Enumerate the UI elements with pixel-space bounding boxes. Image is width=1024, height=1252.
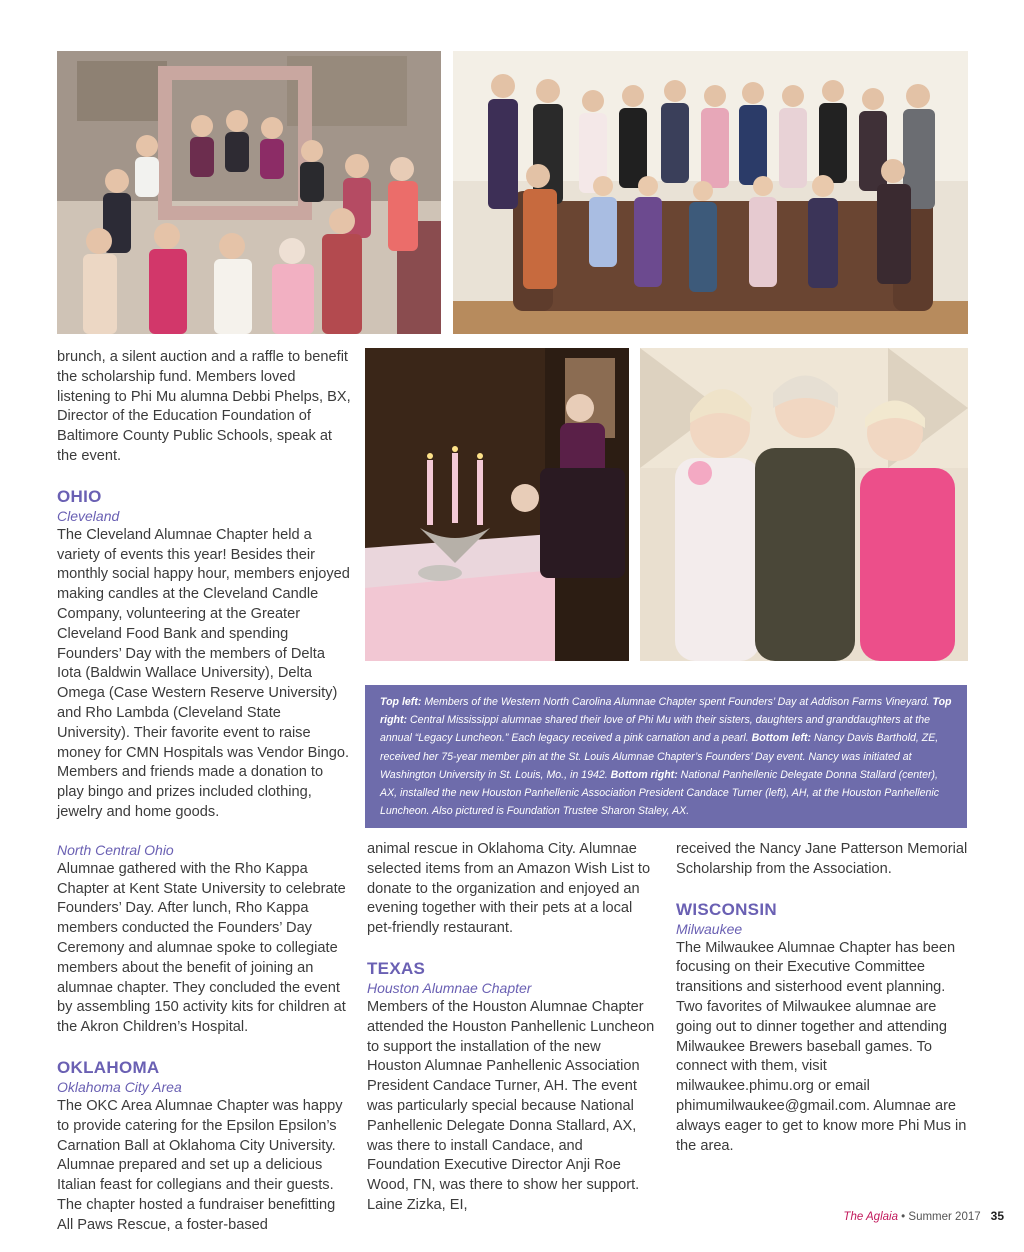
caption-text-bottom-right: National Panhellenic Delegate Donna Stallard (center), AX, installed the new Houston Panhellenic Association President Candace Turner (left), AH, at the Houston Panhellenic Luncheon. Also pictured is Foundation Trustee Sharon Staley, AX. xyxy=(380,768,940,818)
texas-paragraph: Members of the Houston Alumnae Chapter attended the Houston Panhellenic Luncheon to support the installation of the new Houston Alumnae Panhellenic Association President Candace Turner, AH. The event was particularly special because National Panhellenic Delegate Donna Stallard, AX, was there to install Candace, and Foundation Executive Director Anji Roe Wood, ΓN, was there to show her support. Laine Zizka, EI, xyxy=(367,998,655,1213)
caption-label-top-right: Top right: xyxy=(380,696,952,727)
oklahoma-continued-paragraph: animal rescue in Oklahoma City. Alumnae selected items from an Amazon Wish List to donate to the organization and enjoyed an evening together with their pets at a local pet-friendly restaurant. xyxy=(367,841,651,937)
caption-label-bottom-right: Bottom right: xyxy=(610,768,678,781)
text-column-right xyxy=(676,840,968,1156)
photo-nancy-barthold xyxy=(365,348,629,661)
subheading-milwaukee: Milwaukee xyxy=(676,920,743,937)
wisconsin-paragraph: The Milwaukee Alumnae Chapter has been focusing on their Executive Committee transitions and sisterhood event planning. Two favorites of Milwaukee alumnae are going out to dinner together and attending Milwaukee Brewers baseball games. To connect with them, visit milwaukee.phimu.org or email phimumilwaukee@gmail.com. Alumnae are always eager to get to know more Phi Mus in the area. xyxy=(676,939,967,1154)
subheading-oklahoma-city-area: Oklahoma City Area xyxy=(57,1078,182,1095)
subheading-cleveland: Cleveland xyxy=(57,507,120,524)
north-central-ohio-paragraph: Alumnae gathered with the Rho Kappa Chapter at Kent State University to celebrate Founders’ Day. After lunch, Rho Kappa members conducted the Founders’ Day Ceremony and alumnae spoke to collegiate members about the benefit of joining an alumnae chapter. They concluded the event by assembling 150 activity kits for children at the Akron Children’s Hospital. xyxy=(57,860,346,1036)
text-column-left xyxy=(57,348,353,1235)
caption-label-top-left: Top left: xyxy=(380,696,422,708)
section-heading-ohio: OHIO xyxy=(57,486,102,506)
magazine-name: The Aglaia xyxy=(843,1211,898,1223)
page-number: 35 xyxy=(990,1209,1004,1223)
section-heading-wisconsin: WISCONSIN xyxy=(676,899,777,919)
photo-group-central-mississippi xyxy=(453,51,968,334)
caption-text-bottom-left: Nancy Davis Barthold, ZE, received her 75-year member pin at the St. Louis Alumnae Chapter’s Founders’ Day event. Nancy was initiated at Washington University in St. Louis, Mo., in 1942. xyxy=(380,732,939,781)
intro-paragraph: brunch, a silent auction and a raffle to benefit the scholarship fund. Members loved listening to Phi Mu alumna Debbi Phelps, BX, Director of the Education Foundation of Baltimore County Public Schools, speak at the event. xyxy=(57,349,351,464)
section-heading-texas: TEXAS xyxy=(367,958,426,978)
issue-label: • Summer 2017 xyxy=(897,1211,981,1223)
cleveland-paragraph: The Cleveland Alumnae Chapter held a variety of events this year! Besides their monthly social happy hour, members enjoyed making candles at the Cleveland Candle Company, volunteering at the Greater Cleveland Food Bank and spending Founders’ Day with the members of Delta Iota (Baldwin Wallace University), Delta Omega (Case Western Reserve University) and Rho Lambda (Cleveland State University). Their favorite event to raise money for CMN Hospitals was Vendor Bingo. Members and friends made a donation to play bingo and prizes included clothing, jewelry and home goods. xyxy=(57,526,350,820)
texas-continued-paragraph: received the Nancy Jane Patterson Memorial Scholarship from the Association. xyxy=(676,841,968,877)
oklahoma-paragraph: The OKC Area Alumnae Chapter was happy to provide catering for the Epsilon Epsilon’s Carnation Ball at Oklahoma City University. Alumnae prepared and set up a delicious Italian feast for collegians and their guests. The chapter hosted a fundraiser benefitting All Paws Rescue, a foster-based xyxy=(57,1097,343,1233)
subheading-houston: Houston Alumnae Chapter xyxy=(367,979,532,996)
text-column-middle xyxy=(367,840,659,1216)
section-heading-oklahoma: OKLAHOMA xyxy=(57,1057,160,1077)
caption-text-top-right: Central Mississippi alumnae shared their love of Phi Mu with their sisters, daughters and granddaughters at the annual “Legacy Luncheon.” Each legacy received a pink carnation and a pearl. xyxy=(380,714,930,745)
caption-label-bottom-left: Bottom left: xyxy=(751,732,812,745)
subheading-north-central-ohio: North Central Ohio xyxy=(57,841,174,858)
photo-houston-panhellenic xyxy=(640,348,968,661)
caption-text-top-left: Members of the Western North Carolina Alumnae Chapter spent Founders’ Day at Addison Farms Vineyard. xyxy=(421,696,930,708)
photo-caption-box xyxy=(365,685,967,828)
photo-group-western-nc xyxy=(57,51,441,334)
page-footer xyxy=(843,1209,1004,1223)
